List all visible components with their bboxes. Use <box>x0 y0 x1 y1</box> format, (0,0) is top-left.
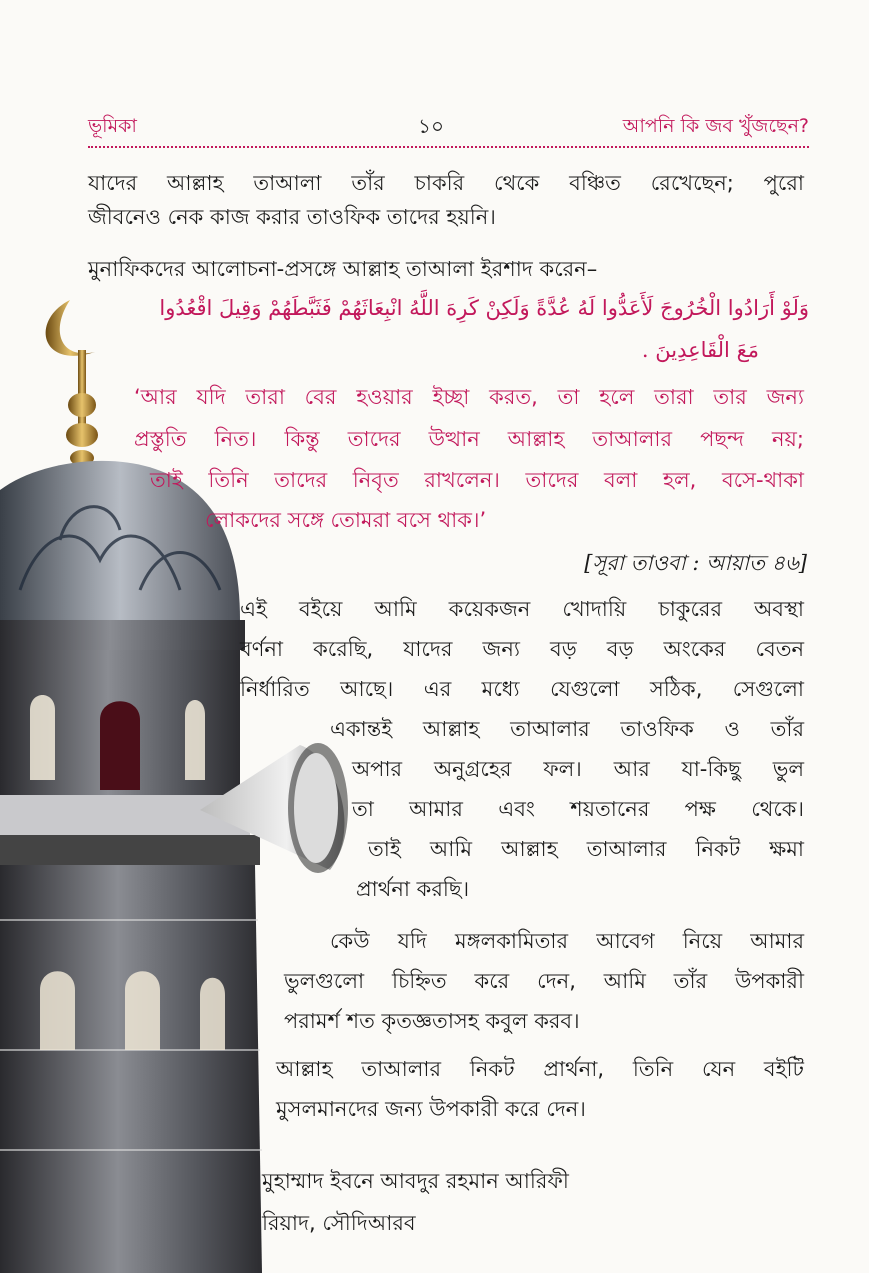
paragraph-line: তাই আমি আল্লাহ তাআলার নিকট ক্ষমা <box>368 837 804 861</box>
arabic-verse-line: مَعَ الْقَاعِدِينَ . <box>641 338 759 362</box>
paragraph-line: জীবনেও নেক কাজ করার তাওফিক তাদের হয়নি। <box>88 205 496 229</box>
translation-line: তাই তিনি তাদের নিবৃত রাখলেন। তাদের বলা হল, বসে-থাকা <box>150 468 804 492</box>
translation-line: প্রস্তুতি নিত। কিন্তু তাদের উত্থান আল্লাহ তাআলার পছন্দ নয়; <box>134 427 804 451</box>
paragraph-line: এই বইয়ে আমি কয়েকজন খোদায়ি চাকুরের অবস্থা <box>240 597 804 621</box>
paragraph-line: ভুলগুলো চিহ্নিত করে দেন, আমি তাঁর উপকারী <box>284 969 804 993</box>
paragraph-line: মুনাফিকদের আলোচনা-প্রসঙ্গে আল্লাহ তাআলা ইরশাদ করেন– <box>88 257 598 281</box>
translation-line: লোকদের সঙ্গে তোমরা বসে থাক।’ <box>205 508 487 532</box>
paragraph-line: বর্ণনা করেছি, যাদের জন্য বড় বড় অংকের বেতন <box>240 637 804 661</box>
header-book-title: আপনি কি জব খুঁজছেন? <box>622 115 809 137</box>
author-location: রিয়াদ, সৌদিআরব <box>262 1211 416 1235</box>
author-name: মুহাম্মাদ ইবনে আবদুর রহমান আরিফী <box>262 1169 569 1193</box>
header-section-title: ভূমিকা <box>88 115 137 137</box>
paragraph-line: তা আমার এবং শয়তানের পক্ষ থেকে। <box>352 797 804 821</box>
paragraph-line: পরামর্শ শত কৃতজ্ঞতাসহ কবুল করব। <box>284 1009 580 1033</box>
page-header <box>88 108 809 142</box>
paragraph-line: কেউ যদি মঙ্গলকামিতার আবেগ নিয়ে আমার <box>330 929 804 953</box>
header-dotted-rule <box>88 146 809 148</box>
arabic-verse-line: وَلَوْ أَرَادُوا الْخُرُوجَ لَأَعَدُّوا لَهُ عُدَّةً وَلَكِنْ كَرِهَ اللَّهُ انْبِعَاثَهُمْ فَثَبَّطَهُمْ وَقِيلَ اقْعُدُوا <box>159 296 809 320</box>
paragraph-line: মুসলমানদের জন্য উপকারী করে দেন। <box>276 1097 586 1121</box>
crescent-icon <box>46 300 95 356</box>
paragraph-line: আল্লাহ তাআলার নিকট প্রার্থনা, তিনি যেন বইটি <box>276 1057 804 1081</box>
translation-line: ‘আর যদি তারা বের হওয়ার ইচ্ছা করত, তা হলে তারা তার জন্য <box>134 385 804 409</box>
page-number: ১০ <box>418 114 444 138</box>
paragraph-line: অপার অনুগ্রহের ফল। আর যা-কিছু ভুল <box>352 757 804 781</box>
paragraph-line: প্রার্থনা করছি। <box>356 877 470 901</box>
paragraph-line: নির্ধারিত আছে। এর মধ্যে যেগুলো সঠিক, সেগুলো <box>240 677 804 701</box>
paragraph-line: যাদের আল্লাহ তাআলা তাঁর চাকরি থেকে বঞ্চিত রেখেছেন; পুরো <box>88 171 804 195</box>
paragraph-line: একান্তই আল্লাহ তাআলার তাওফিক ও তাঁর <box>330 717 804 741</box>
verse-reference: [সূরা তাওবা : আয়াত ৪৬] <box>584 551 807 575</box>
